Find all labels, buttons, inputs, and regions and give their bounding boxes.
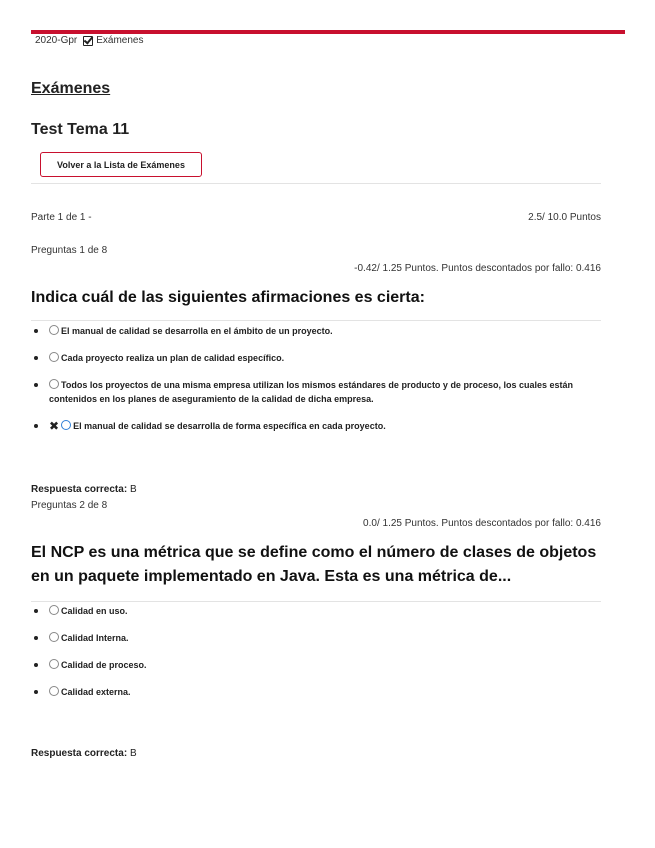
- option-item[interactable]: [31, 658, 601, 672]
- question-counter: Preguntas 1 de 8: [31, 245, 108, 256]
- option-item[interactable]: [31, 378, 601, 406]
- section-link[interactable]: Exámenes: [31, 80, 111, 97]
- radio-icon[interactable]: [49, 325, 59, 335]
- question-title: Indica cuál de las siguientes afirmaciones es cierta:: [31, 289, 425, 306]
- option-text: Cada proyecto realiza un plan de calidad específico.: [61, 353, 285, 363]
- answer-options: [31, 604, 601, 699]
- x-icon: ✖: [49, 419, 60, 433]
- option-item[interactable]: [31, 419, 601, 433]
- correct-answer: [31, 748, 137, 759]
- page-title: Test Tema 11: [31, 121, 130, 138]
- option-text: Calidad en uso.: [61, 606, 128, 616]
- part-score: 2.5/ 10.0 Puntos: [528, 212, 601, 223]
- question-points: 0.0/ 1.25 Puntos. Puntos descontados por fallo: 0.416: [363, 518, 601, 529]
- part-label: Parte 1 de 1 -: [31, 212, 92, 223]
- option-item[interactable]: [31, 604, 601, 618]
- divider: [31, 183, 601, 184]
- breadcrumb-section[interactable]: [83, 35, 143, 46]
- question-points: -0.42/ 1.25 Puntos. Puntos descontados por fallo: 0.416: [354, 263, 601, 274]
- answer-options: [31, 324, 601, 433]
- top-accent-bar: [31, 30, 625, 34]
- question-title: El NCP es una métrica que se define como el número de clases de objetos en un paquete implementado en Java. Esta es una métrica de...: [31, 544, 597, 585]
- radio-icon[interactable]: [49, 659, 59, 669]
- option-text: Calidad Interna.: [61, 633, 129, 643]
- correct-answer-label: Respuesta correcta:: [31, 484, 128, 495]
- correct-answer-label: Respuesta correcta:: [31, 748, 128, 759]
- option-item[interactable]: [31, 685, 601, 699]
- correct-answer-value: B: [129, 748, 137, 759]
- option-text: El manual de calidad se desarrolla de forma específica en cada proyecto.: [73, 421, 386, 431]
- checkbox-checked-icon: [83, 36, 93, 46]
- divider: [31, 601, 601, 602]
- breadcrumb-course[interactable]: 2020-Gpr: [35, 35, 78, 46]
- option-item[interactable]: [31, 631, 601, 645]
- breadcrumb-section-label: Exámenes: [96, 35, 144, 46]
- question-counter: Preguntas 2 de 8: [31, 500, 108, 511]
- option-item[interactable]: [31, 324, 601, 338]
- divider: [31, 320, 601, 321]
- option-text: Calidad de proceso.: [61, 660, 147, 670]
- option-text: El manual de calidad se desarrolla en el ámbito de un proyecto.: [61, 326, 333, 336]
- breadcrumb: [35, 35, 144, 46]
- back-to-exams-button[interactable]: Volver a la Lista de Exámenes: [40, 152, 202, 177]
- option-item[interactable]: [31, 351, 601, 365]
- correct-answer-value: B: [129, 484, 137, 495]
- radio-icon[interactable]: [61, 420, 71, 430]
- option-text: Todos los proyectos de una misma empresa utilizan los mismos estándares de producto y de proceso, los cuales están contenidos en los planes de aseguramiento de la calidad de dicha empresa.: [49, 380, 573, 404]
- option-text: Calidad externa.: [61, 687, 131, 697]
- radio-icon[interactable]: [49, 605, 59, 615]
- radio-icon[interactable]: [49, 352, 59, 362]
- radio-icon[interactable]: [49, 379, 59, 389]
- radio-icon[interactable]: [49, 632, 59, 642]
- radio-icon[interactable]: [49, 686, 59, 696]
- correct-answer: [31, 484, 137, 495]
